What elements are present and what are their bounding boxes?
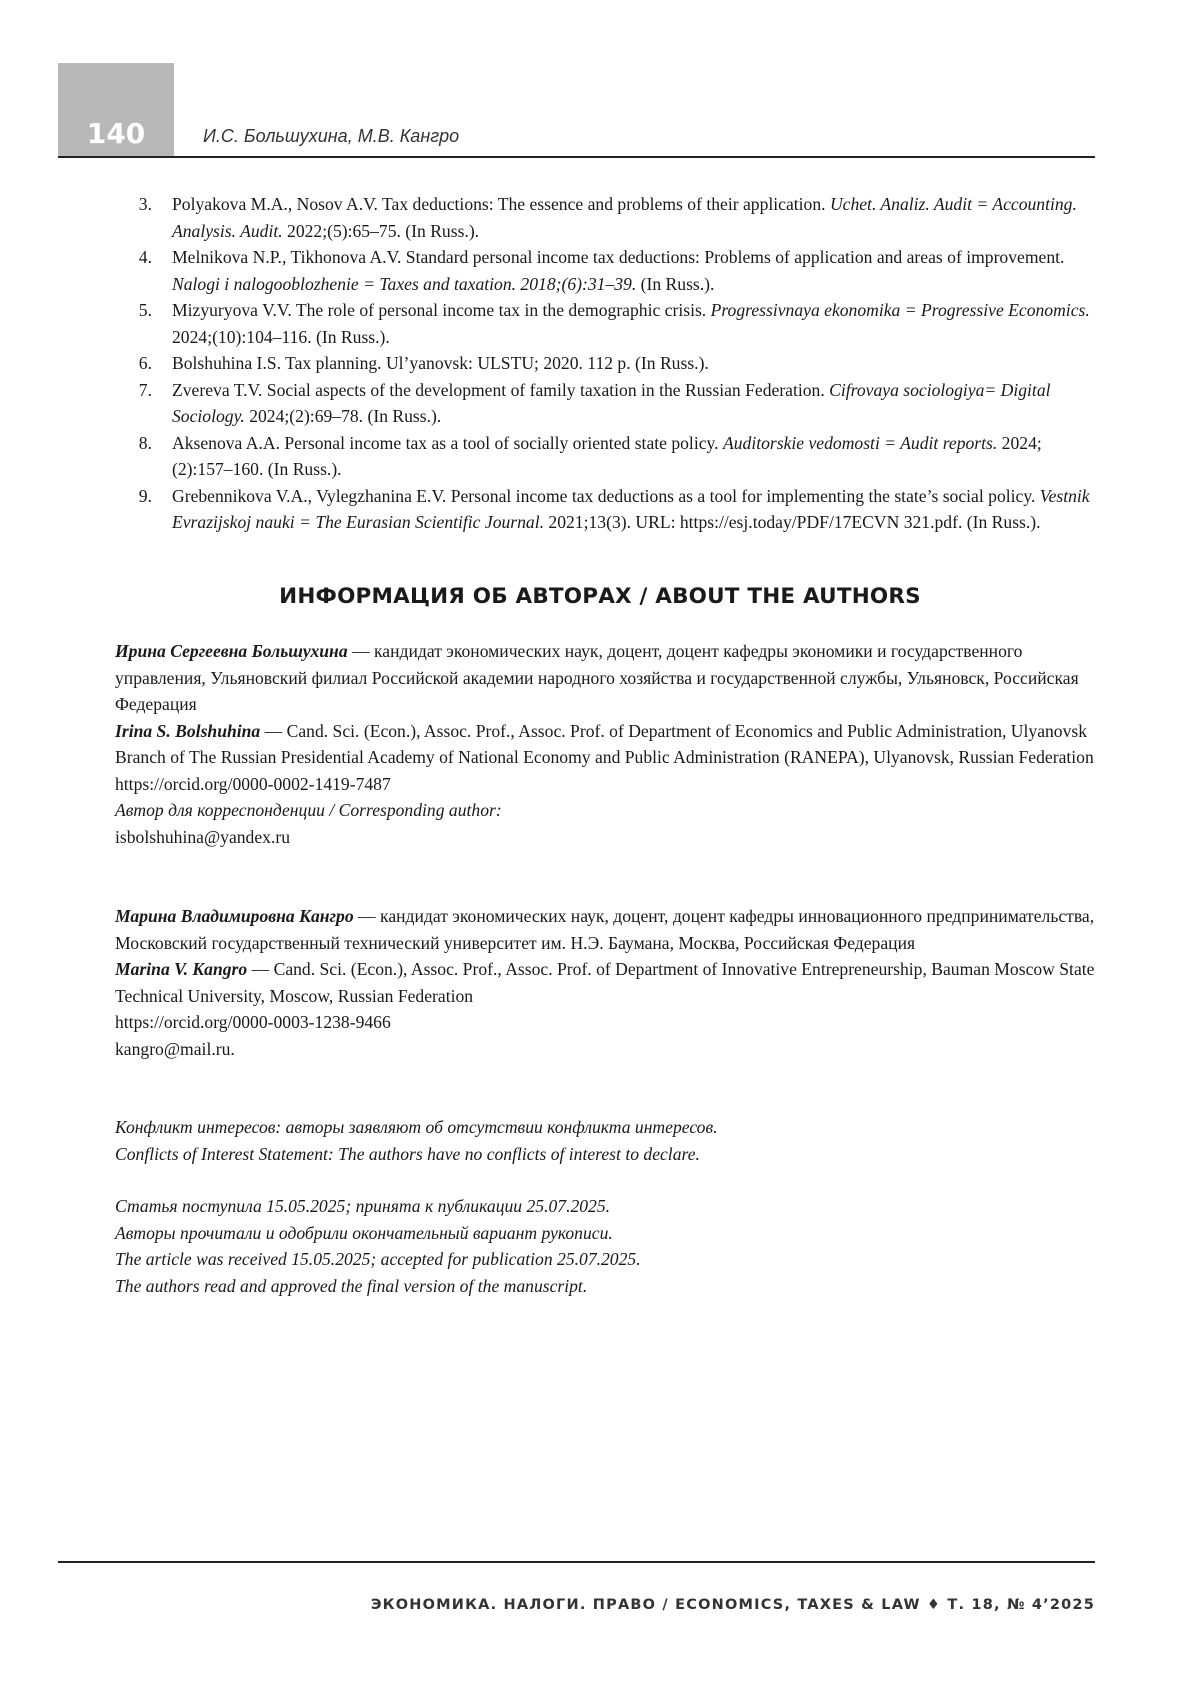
reference-text: Melnikova N.P., Tikhonova A.V. Standard personal income tax deductions: Problems of application and areas of improvement.: [172, 247, 1065, 267]
about-authors-heading: ИНФОРМАЦИЯ ОБ АВТОРАХ / ABOUT THE AUTHORS: [279, 584, 921, 609]
author-1-name-ru: Ирина Сергеевна Большухина: [115, 641, 348, 661]
author-2-orcid[interactable]: https://orcid.org/0000-0003-1238-9466: [115, 1012, 391, 1032]
dates-approved-en: The authors read and approved the final version of the manuscript.: [115, 1275, 588, 1296]
reference-item: [130, 191, 1100, 244]
reference-number: 4.: [138, 247, 152, 267]
reference-item: [130, 350, 1100, 377]
author-1-orcid[interactable]: https://orcid.org/0000-0002-1419-7487: [115, 773, 391, 794]
reference-number: 6.: [138, 353, 152, 373]
reference-number: 8.: [138, 432, 152, 453]
page-number: 140: [86, 117, 146, 150]
reference-item: [130, 377, 1100, 430]
author-1-en: [115, 718, 1100, 771]
author-1-desc-en: — Cand. Sci. (Econ.), Assoc. Prof., Assoc. Prof. of Department of Economics and Public Administration, Ulyanovsk Branch of The Russian Presidential Academy of National Economy and Public Administration (RANEPA), Ulyanovsk, Russian Federation: [115, 720, 1094, 767]
reference-text: Zvereva T.V. Social aspects of the development of family taxation in the Russian Federation.: [172, 379, 830, 400]
dates-received-en: The article was received 15.05.2025; accepted for publication 25.07.2025.: [115, 1249, 641, 1269]
author-2-ru: [115, 903, 1100, 956]
reference-text: Aksenova A.A. Personal income tax as a tool of socially oriented state policy.: [172, 432, 723, 453]
author-1-name-en: Irina S. Bolshuhina: [115, 720, 261, 741]
footer-rule: [58, 1561, 1095, 1563]
author-1-block: [115, 638, 1100, 850]
reference-item: [130, 483, 1100, 536]
reference-details: 2022;(5):65–75. (In Russ.).: [282, 220, 480, 241]
author-1-email[interactable]: isbolshuhina@yandex.ru: [115, 826, 291, 847]
reference-source: Progressivnaya ekonomika = Progressive Economics.: [710, 300, 1090, 320]
reference-source: Uchet. Analiz. Audit = Accounting. Analysis. Audit.: [172, 194, 1077, 241]
reference-text: Bolshuhina I.S. Tax planning. Ul’yanovsk: ULSTU; 2020. 112 p. (In Russ.).: [172, 353, 709, 373]
reference-number: 5.: [138, 300, 152, 320]
conflict-en: Conflicts of Interest Statement: The authors have no conflicts of interest to declare.: [115, 1143, 700, 1164]
running-head: И.С. Большухина, М.В. Кангро: [203, 126, 460, 146]
author-1-ru: [115, 638, 1100, 718]
reference-number: 3.: [138, 194, 152, 214]
author-2-desc-ru: — кандидат экономических наук, доцент, доцент кафедры инновационного предпринимательства, Московский государственный технический университет им. Н.Э. Баумана, Москва, Российская Федерация: [115, 906, 1095, 953]
author-2-name-ru: Марина Владимировна Кангро: [115, 906, 354, 926]
reference-item: [130, 244, 1100, 297]
reference-details: 2024;(2):157–160. (In Russ.).: [172, 432, 1042, 479]
reference-text: Mizyuryova V.V. The role of personal income tax in the demographic crisis.: [172, 300, 711, 320]
author-2-name-en: Marina V. Kangro: [115, 959, 248, 979]
conflict-ru: Конфликт интересов: авторы заявляют об отсутствии конфликта интересов.: [115, 1117, 718, 1137]
reference-details: (In Russ.).: [636, 273, 715, 294]
reference-source: Vestnik Evrazijskoj nauki = The Eurasian Scientific Journal.: [172, 485, 1090, 532]
header-rule: [58, 156, 1095, 158]
reference-text: Polyakova M.A., Nosov A.V. Tax deductions: The essence and problems of their application.: [172, 194, 830, 214]
reference-details: 2021;13(3). URL: https://esj.today/PDF/17ECVN 321.pdf. (In Russ.).: [544, 512, 1041, 532]
author-2-block: [115, 903, 1100, 1062]
journal-footer: ЭКОНОМИКА. НАЛОГИ. ПРАВО / ECONOMICS, TAXES & LAW ♦ Т. 18, № 4’2025: [370, 1597, 1095, 1613]
reference-item: [130, 430, 1100, 483]
author-1-desc-ru: — кандидат экономических наук, доцент, доцент кафедры экономики и государственного управления, Ульяновский филиал Российской академии народного хозяйства и государственной службы, Ульяновск, Российская Федерация: [115, 641, 1079, 714]
reference-number: 9.: [138, 485, 152, 506]
reference-source: Cifrovaya sociologiya= Digital Sociology.: [172, 379, 1051, 426]
reference-list: [130, 191, 1100, 536]
conflict-statement: [115, 1114, 1100, 1167]
page-number-box: [58, 63, 174, 156]
dates-received-ru: Статья поступила 15.05.2025; принята к публикации 25.07.2025.: [115, 1196, 611, 1216]
reference-details: 2024;(2):69–78. (In Russ.).: [244, 406, 442, 426]
reference-number: 7.: [138, 379, 152, 400]
dates-approved-ru: Авторы прочитали и одобрили окончательный вариант рукописи.: [115, 1222, 613, 1243]
reference-item: [130, 297, 1100, 350]
reference-source: Auditorskie vedomosti = Audit reports.: [722, 432, 998, 453]
reference-details: 2024;(10):104–116. (In Russ.).: [172, 326, 390, 347]
author-2-en: [115, 956, 1100, 1009]
author-2-email[interactable]: kangro@mail.ru.: [115, 1038, 235, 1059]
author-2-desc-en: — Cand. Sci. (Econ.), Assoc. Prof., Assoc. Prof. of Department of Innovative Entrepreneurship, Bauman Moscow State Technical University, Moscow, Russian Federation: [115, 959, 1095, 1006]
reference-source: Nalogi i nalogooblozhenie = Taxes and taxation. 2018;(6):31–39.: [172, 273, 637, 294]
reference-text: Grebennikova V.A., Vylegzhanina E.V. Personal income tax deductions as a tool for implementing the state’s social policy.: [172, 485, 1040, 506]
corresponding-author-label: Автор для корреспонденции / Corresponding author:: [115, 800, 502, 820]
article-dates: [115, 1193, 1100, 1299]
